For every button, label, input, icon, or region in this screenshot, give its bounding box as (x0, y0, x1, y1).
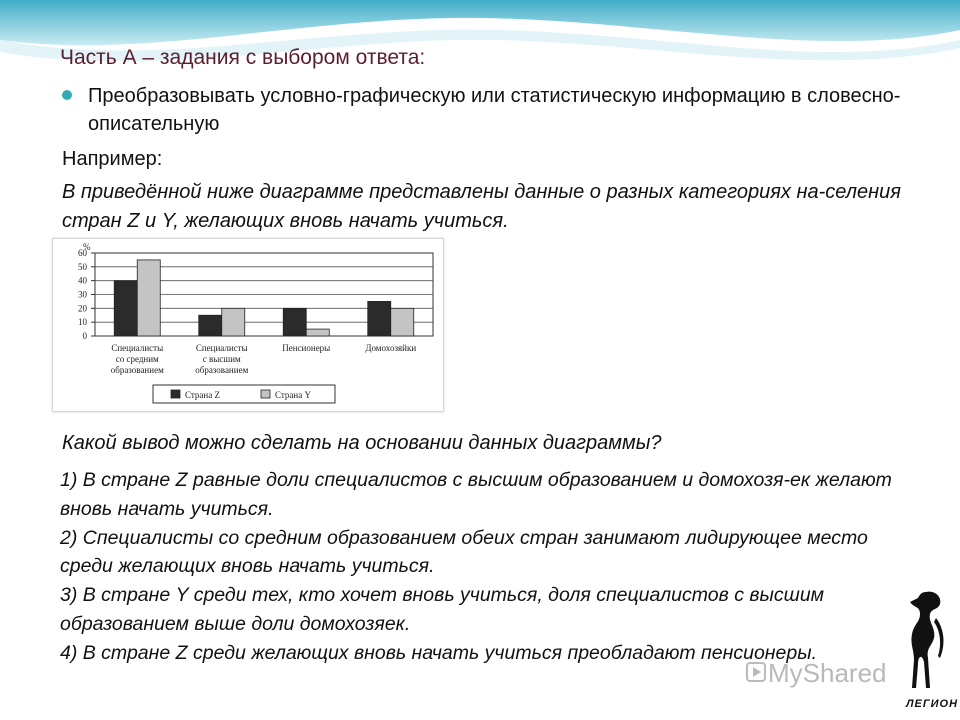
legend-label: Страна Z (185, 390, 220, 400)
category-label: образованием (195, 365, 249, 375)
y-tick-label: 30 (78, 289, 87, 300)
category-label: Специалисты (195, 343, 248, 353)
decorative-wave-header (0, 0, 960, 90)
chart-intro-text: В приведённой ниже диаграмме представлены данные о разных категориях на-селения стран Z и Y, желающих вновь начать учиться. (62, 181, 901, 232)
slide-title: Часть А – задания с выбором ответа: (60, 46, 426, 69)
category-label: Специалисты (111, 343, 164, 353)
watermark-icon (746, 662, 766, 682)
category-label: со средним (115, 354, 159, 364)
bar-y (222, 308, 245, 336)
bar-chart (53, 239, 443, 411)
question-text: Какой вывод можно сделать на основании данных диаграммы? (62, 432, 662, 454)
answer-option-1: 1) В стране Z равные доли специалистов с высшим образованием и домохозя-ек желают вновь начать учиться. (60, 469, 898, 520)
bar-z (283, 308, 306, 336)
bar-y (306, 329, 329, 336)
bar-y (137, 260, 160, 336)
horse-logo-icon (896, 588, 952, 694)
y-tick-label: 10 (78, 317, 87, 328)
answer-option-4: 4) В стране Z среди желающих вновь начать учиться преобладают пенсионеры. (60, 641, 817, 664)
y-tick-label: 60 (78, 248, 87, 258)
answer-option-3: 3) В стране Y среди тех, кто хочет вновь учиться, доля специалистов с высшим образованием выше доли домохозяек. (60, 584, 830, 635)
bar-z (368, 301, 391, 336)
legend-swatch (171, 390, 180, 398)
bullet-text: Преобразовывать условно-графическую или статистическую информацию в словесно-описательную (88, 85, 901, 135)
answer-options (60, 466, 910, 668)
y-tick-label: 40 (78, 275, 87, 286)
y-tick-label: 20 (78, 303, 87, 314)
logo-text: ЛЕГИОН (906, 698, 959, 710)
y-tick-label: 50 (78, 261, 87, 272)
category-label: образованием (110, 365, 164, 375)
bullet-marker (62, 90, 72, 100)
watermark-text: MyShared (768, 658, 887, 688)
bar-z (114, 281, 137, 336)
answer-option-2: 2) Специалисты со средним образованием обеих стран занимают лидирующее место среди желающих вновь начать учиться. (60, 526, 874, 578)
y-axis-unit-label: % (83, 242, 91, 252)
example-label: Например: (62, 148, 163, 170)
bar-z (199, 315, 222, 336)
bar-y (391, 308, 414, 336)
legend-swatch (261, 390, 270, 398)
legend-label: Страна Y (275, 390, 311, 400)
category-label: Домохозяйки (365, 343, 417, 353)
bar-chart-container (52, 238, 444, 412)
category-label: с высшим (202, 354, 241, 364)
category-label: Пенсионеры (282, 343, 331, 353)
y-tick-label: 0 (82, 331, 87, 341)
